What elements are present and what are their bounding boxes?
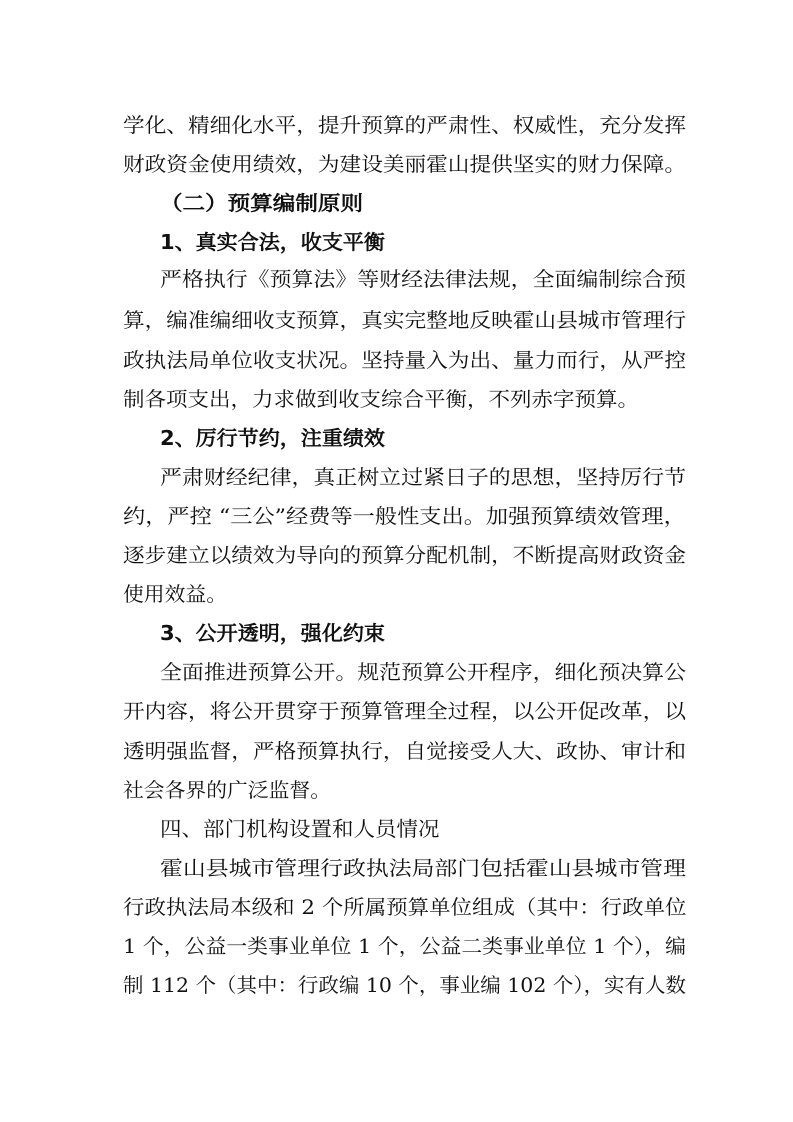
section-heading: （二）预算编制原则 [160, 191, 363, 215]
body-line: 学化、精细化水平，提升预算的严肃性、权威性，充分发挥 [123, 113, 686, 137]
body-line: 1 个，公益一类事业单位 1 个，公益二类事业单位 1 个），编 [123, 934, 686, 958]
body-line: 制 112 个（其中：行政编 10 个，事业编 102 个），实有人数 [123, 973, 686, 997]
chapter-heading: 四、部门机构设置和人员情况 [160, 817, 440, 841]
body-line: 透明强监督，严格预算执行，自觉接受人大、政协、审计和 [123, 739, 686, 763]
body-line: 逐步建立以绩效为导向的预算分配机制，不断提高财政资金 [123, 543, 686, 567]
subsection-heading: 2、厉行节约，注重绩效 [160, 426, 385, 450]
body-line: 约，严控 “三公”经费等一般性支出。加强预算绩效管理， [123, 504, 686, 528]
body-line: 财政资金使用绩效，为建设美丽霍山提供坚实的财力保障。 [123, 152, 686, 176]
subsection-heading: 3、公开透明，强化约束 [160, 621, 385, 645]
body-line: 行政执法局本级和 2 个所属预算单位组成（其中：行政单位 [123, 895, 687, 919]
body-line: 严格执行《预算法》等财经法律法规，全面编制综合预 [160, 267, 686, 291]
body-line: 社会各界的广泛监督。 [123, 778, 331, 802]
body-line: 霍山县城市管理行政执法局部门包括霍山县城市管理 [160, 856, 686, 880]
body-line: 严肃财经纪律，真正树立过紧日子的思想，坚持厉行节 [160, 465, 686, 489]
body-line: 开内容，将公开贯穿于预算管理全过程，以公开促改革，以 [123, 699, 686, 723]
body-line: 算，编准编细收支预算，真实完整地反映霍山县城市管理行 [123, 308, 686, 332]
body-line: 制各项支出，力求做到收支综合平衡，不列赤字预算。 [123, 387, 639, 411]
body-line: 政执法局单位收支状况。坚持量入为出、量力而行，从严控 [123, 348, 686, 372]
subsection-heading: 1、真实合法，收支平衡 [160, 230, 385, 254]
body-line: 使用效益。 [123, 582, 227, 606]
body-line: 全面推进预算公开。规范预算公开程序，细化预决算公 [160, 660, 686, 684]
